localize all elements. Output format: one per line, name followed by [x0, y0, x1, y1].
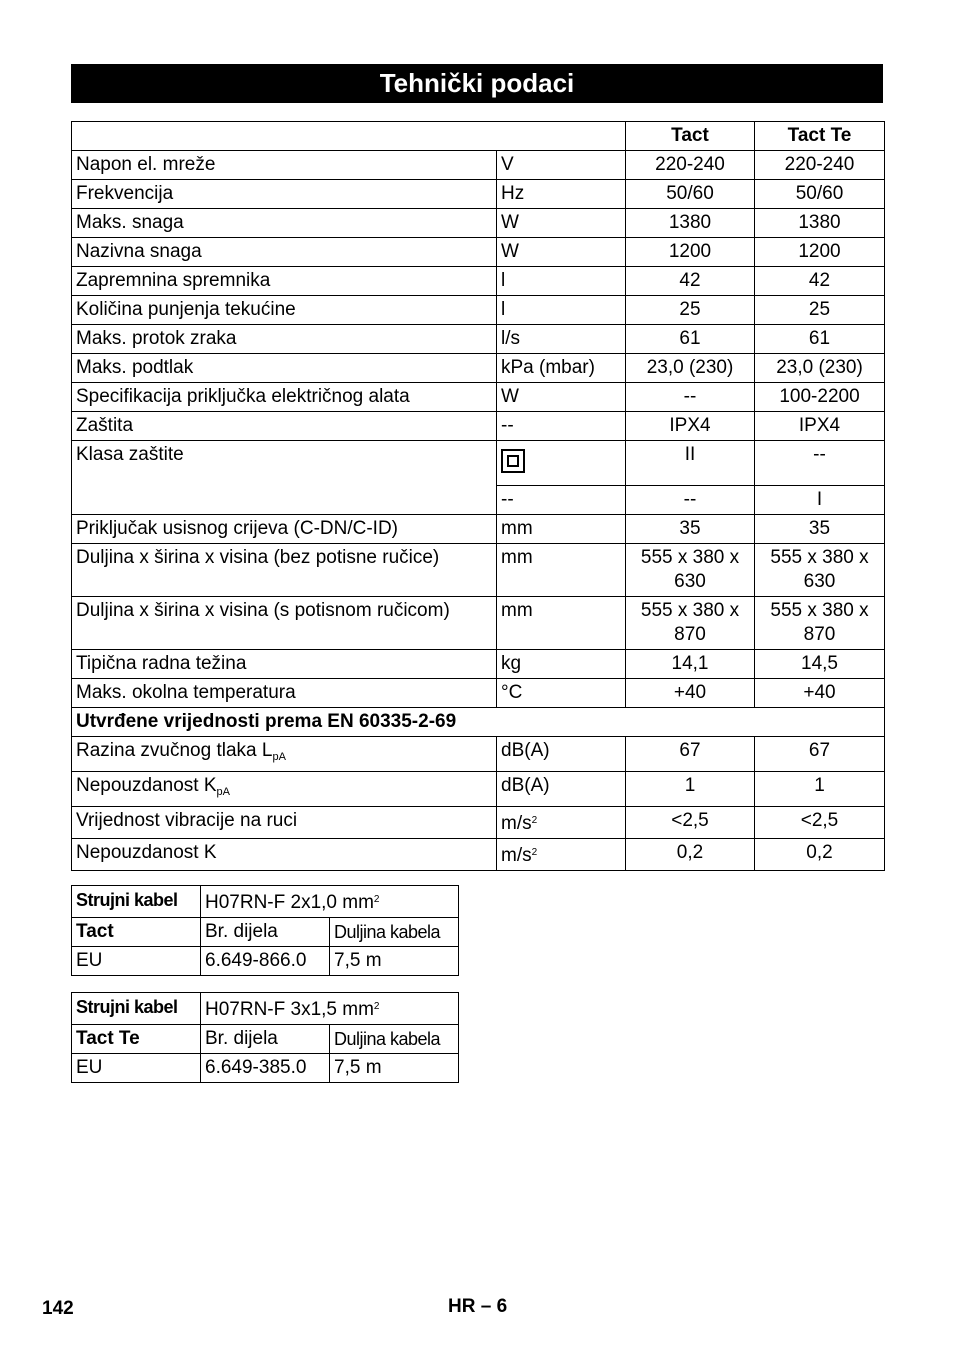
spec-label-text: Frekvencija [76, 183, 174, 204]
cable-row-type [72, 993, 459, 1025]
spec-unit [497, 209, 626, 238]
spec-value-tact: 220-240 [626, 151, 755, 180]
spec-value-tact-te: 23,0 (230) [755, 354, 885, 383]
spec-row-klasa [72, 441, 885, 486]
cable-type-sup: 2 [373, 894, 380, 905]
spec-label-text: Maks. podtlak [76, 357, 194, 378]
spec-label [72, 772, 497, 807]
spec-value-tact: 555 x 380 x 870 [626, 597, 755, 650]
spec-label [72, 296, 497, 325]
spec-label-text: Maks. snaga [76, 212, 184, 233]
spec-label [72, 597, 497, 650]
spec-value-tact: 25 [626, 296, 755, 325]
spec-label-text: Tipična radna težina [76, 653, 247, 674]
spec-row [72, 679, 885, 708]
spec-header-row [72, 122, 885, 151]
spec-value-tact-te: 61 [755, 325, 885, 354]
spec-value-tact: +40 [626, 679, 755, 708]
spec-unit [497, 151, 626, 180]
spec-value-tact: 1200 [626, 238, 755, 267]
cable-part-no: 6.649-385.0 [201, 1054, 330, 1083]
cable-type [201, 993, 459, 1025]
spec-value-tact-te: 14,5 [755, 650, 885, 679]
spec-row [72, 544, 885, 597]
cable-col-length: Duljina kabela [330, 1025, 459, 1054]
spec-unit-text: l [501, 299, 506, 320]
spec-value-tact-te: 1200 [755, 238, 885, 267]
cable-row-values [72, 947, 459, 976]
spec-unit-text: mm [501, 547, 533, 568]
spec-label [72, 267, 497, 296]
spec-value-tact: 0,2 [626, 839, 755, 871]
spec-label-text: Razina zvučnog tlaka L [76, 740, 273, 761]
cable-model: Tact [72, 918, 201, 947]
spec-label-text: Maks. okolna temperatura [76, 682, 296, 703]
spec-unit-text: kg [501, 653, 522, 674]
spec-header-tact: Tact [626, 122, 755, 151]
cable-type-text: H07RN-F 3x1,5 mm [205, 999, 374, 1020]
spec-unit-sup: 2 [531, 847, 538, 858]
spec-unit [497, 267, 626, 296]
spec-label [72, 383, 497, 412]
spec-value-tact: 555 x 380 x 630 [626, 544, 755, 597]
cable-region: EU [72, 1054, 201, 1083]
spec-label [72, 679, 497, 708]
cable-label: Strujni kabel [72, 993, 201, 1025]
spec-label [72, 238, 497, 267]
spec-unit-text: W [501, 386, 519, 407]
cable-region: EU [72, 947, 201, 976]
spec-unit [497, 597, 626, 650]
spec-value-tact-te: -- [755, 441, 885, 486]
spec-label-text: Nepouzdanost K [76, 842, 217, 863]
spec-value-tact-te: 555 x 380 x 870 [755, 597, 885, 650]
spec-row [72, 238, 885, 267]
spec-unit-text: Hz [501, 183, 525, 204]
spec-value-tact-te: 50/60 [755, 180, 885, 209]
protection-class-ii-icon [501, 449, 525, 473]
spec-label-text: Vrijednost vibracije na ruci [76, 810, 298, 831]
cable-col-part: Br. dijela [201, 1025, 330, 1054]
spec-value-tact-te: 25 [755, 296, 885, 325]
spec-value-tact-te: <2,5 [755, 807, 885, 839]
spec-unit-text: °C [501, 682, 523, 703]
spec-label [72, 515, 497, 544]
spec-unit-text: mm [501, 518, 533, 539]
spec-value-tact-te: I [755, 486, 885, 515]
spec-label-text: Napon el. mreže [76, 154, 216, 175]
spec-value-tact: -- [626, 383, 755, 412]
spec-value-tact: II [626, 441, 755, 486]
spec-label [72, 737, 497, 772]
spec-unit-sup: 2 [531, 815, 538, 826]
spec-label [72, 354, 497, 383]
page-title: Tehnički podaci [71, 64, 883, 103]
cable-col-part: Br. dijela [201, 918, 330, 947]
spec-value-tact: 67 [626, 737, 755, 772]
spec-row [72, 839, 885, 871]
spec-value-tact: 50/60 [626, 180, 755, 209]
spec-value-tact-te: 35 [755, 515, 885, 544]
cable-table-tact-te [71, 992, 459, 1083]
spec-unit [497, 839, 626, 871]
cable-row-header [72, 1025, 459, 1054]
spec-value-tact: 61 [626, 325, 755, 354]
spec-row [72, 325, 885, 354]
spec-value-tact: 42 [626, 267, 755, 296]
spec-label-sub: pA [272, 751, 286, 763]
spec-unit-text: W [501, 241, 519, 262]
spec-row [72, 650, 885, 679]
spec-value-tact-te: 1380 [755, 209, 885, 238]
spec-unit [497, 737, 626, 772]
spec-label-text: Priključak usisnog crijeva (C-DN/C-ID) [76, 518, 398, 539]
cable-row-header [72, 918, 459, 947]
cable-table-tact [71, 885, 459, 976]
spec-unit [497, 412, 626, 441]
spec-label [72, 209, 497, 238]
spec-value-tact-te: 220-240 [755, 151, 885, 180]
spec-label: Klasa zaštite [72, 441, 497, 515]
cable-row-type [72, 886, 459, 918]
spec-unit-text: W [501, 212, 519, 233]
spec-row [72, 267, 885, 296]
spec-section-row [72, 708, 885, 737]
cable-length: 7,5 m [330, 1054, 459, 1083]
spec-label-text: Količina punjenja tekućine [76, 299, 296, 320]
cable-col-length: Duljina kabela [330, 918, 459, 947]
spec-unit [497, 650, 626, 679]
spec-value-tact-te: +40 [755, 679, 885, 708]
spec-value-tact: 1380 [626, 209, 755, 238]
spec-value-tact: IPX4 [626, 412, 755, 441]
spec-unit: -- [497, 486, 626, 515]
spec-value-tact: 23,0 (230) [626, 354, 755, 383]
spec-label [72, 180, 497, 209]
spec-section-title: Utvrđene vrijednosti prema EN 60335-2-69 [72, 708, 885, 737]
spec-header-blank [72, 122, 626, 151]
spec-value-tact-te: 67 [755, 737, 885, 772]
spec-unit-text: l [501, 270, 506, 291]
spec-label-text: Nazivna snaga [76, 241, 202, 262]
spec-value-tact: 14,1 [626, 650, 755, 679]
spec-unit-text: dB(A) [501, 740, 550, 761]
spec-unit-text: m/s [501, 845, 532, 866]
spec-row [72, 180, 885, 209]
spec-unit [497, 238, 626, 267]
spec-value-tact-te: 0,2 [755, 839, 885, 871]
spec-unit [497, 325, 626, 354]
spec-unit-text: V [501, 154, 514, 175]
spec-unit-text: -- [501, 415, 514, 436]
cable-type-text: H07RN-F 2x1,0 mm [205, 892, 374, 913]
spec-row [72, 597, 885, 650]
spec-value-tact: 35 [626, 515, 755, 544]
cable-part-no: 6.649-866.0 [201, 947, 330, 976]
spec-row [72, 737, 885, 772]
spec-label-text: Duljina x širina x visina (bez potisne ručice) [76, 547, 440, 568]
spec-unit [497, 515, 626, 544]
spec-row [72, 412, 885, 441]
cable-type-sup: 2 [373, 1001, 380, 1012]
spec-label [72, 325, 497, 354]
section-footer: HR – 6 [448, 1296, 508, 1317]
spec-row [72, 515, 885, 544]
spec-row [72, 772, 885, 807]
spec-unit [497, 679, 626, 708]
spec-row [72, 807, 885, 839]
spec-unit [497, 180, 626, 209]
spec-row [72, 383, 885, 412]
spec-label-sub: pA [216, 786, 230, 798]
spec-unit-text: kPa (mbar) [501, 357, 595, 378]
spec-table [71, 121, 885, 871]
spec-label [72, 807, 497, 839]
spec-unit [497, 296, 626, 325]
spec-row [72, 209, 885, 238]
spec-unit [497, 772, 626, 807]
cable-model: Tact Te [72, 1025, 201, 1054]
spec-row [72, 296, 885, 325]
spec-unit-text: m/s [501, 813, 532, 834]
spec-label-text: Nepouzdanost K [76, 775, 217, 796]
cable-length: 7,5 m [330, 947, 459, 976]
cable-row-values [72, 1054, 459, 1083]
spec-value-tact: 1 [626, 772, 755, 807]
spec-unit [497, 441, 626, 486]
spec-unit [497, 383, 626, 412]
spec-unit-text: mm [501, 600, 533, 621]
spec-unit-text: l/s [501, 328, 520, 349]
spec-value-tact-te: 1 [755, 772, 885, 807]
spec-label-text: Zaštita [76, 415, 134, 436]
spec-label [72, 650, 497, 679]
spec-unit-text: dB(A) [501, 775, 550, 796]
spec-row [72, 354, 885, 383]
spec-label-text: Specifikacija priključka električnog alata [76, 386, 410, 407]
spec-value-tact-te: 100-2200 [755, 383, 885, 412]
spec-unit [497, 807, 626, 839]
spec-value-tact: <2,5 [626, 807, 755, 839]
spec-label-text: Zapremnina spremnika [76, 270, 271, 291]
spec-label [72, 412, 497, 441]
spec-value-tact: -- [626, 486, 755, 515]
cable-type [201, 886, 459, 918]
spec-value-tact-te: 555 x 380 x 630 [755, 544, 885, 597]
spec-label [72, 151, 497, 180]
spec-value-tact-te: IPX4 [755, 412, 885, 441]
spec-label-text: Maks. protok zraka [76, 328, 237, 349]
spec-row [72, 151, 885, 180]
page-number: 142 [42, 1298, 74, 1319]
spec-unit [497, 354, 626, 383]
spec-label [72, 839, 497, 871]
cable-label: Strujni kabel [72, 886, 201, 918]
spec-unit [497, 544, 626, 597]
spec-label [72, 544, 497, 597]
spec-label-text: Duljina x širina x visina (s potisnom ručicom) [76, 600, 450, 621]
spec-header-tact-te: Tact Te [755, 122, 885, 151]
spec-value-tact-te: 42 [755, 267, 885, 296]
